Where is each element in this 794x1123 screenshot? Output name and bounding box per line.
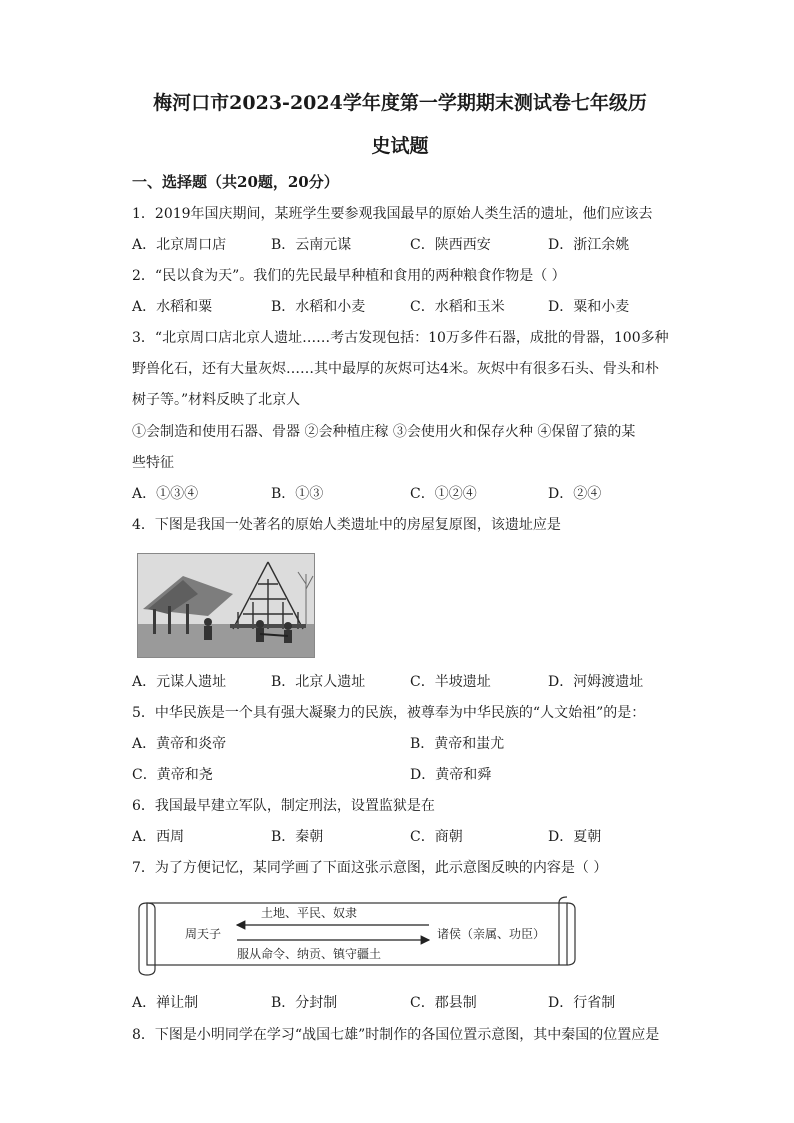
question-7-option-a: A．禅让制 (132, 995, 199, 1011)
house-reconstruction-photo (137, 553, 315, 658)
question-3-option-b: B．①③ (271, 486, 324, 502)
question-6-option-c: C．商朝 (410, 829, 463, 845)
question-4-option-c: C．半坡遗址 (410, 674, 491, 690)
question-6-stem: 6．我国最早建立军队，制定刑法，设置监狱是在 (132, 798, 435, 814)
question-6-option-b: B．秦朝 (271, 829, 324, 845)
question-4-stem: 4．下图是我国一处著名的原始人类遗址中的房屋复原图，该遗址应是 (132, 517, 561, 533)
question-5-stem: 5．中华民族是一个具有强大凝聚力的民族，被尊奉为中华民族的“人文始祖”的是： (132, 705, 646, 721)
question-1-option-a: A．北京周口店 (132, 237, 227, 253)
question-8-stem: 8．下图是小明同学在学习“战国七雄”时制作的各国位置示意图，其中秦国的位置应是 (132, 1027, 660, 1043)
question-1-option-d: D．浙江余姚 (548, 237, 630, 253)
question-3-option-a: A．①③④ (132, 486, 199, 502)
question-7-stem: 7．为了方便记忆，某同学画了下面这张示意图，此示意图反映的内容是（ ） (132, 860, 608, 876)
diagram-top-label: 土地、平民、奴隶 (261, 906, 358, 920)
question-7-option-b: B．分封制 (271, 995, 338, 1011)
exam-title-line1: 梅河口市2023-2024学年度第一学期期末测试卷七年级历 (153, 92, 647, 114)
question-6-option-a: A．西周 (132, 829, 185, 845)
diagram-right-label: 诸侯（亲属、功臣） (437, 927, 546, 941)
question-5-option-c: C．黄帝和尧 (132, 767, 213, 783)
question-7-option-d: D．行省制 (548, 995, 616, 1011)
question-4-option-a: A．元谋人遗址 (132, 674, 227, 690)
question-3-statements-cont: 些特征 (132, 455, 174, 471)
question-1-option-b: B．云南元谋 (271, 237, 352, 253)
diagram-bottom-label: 服从命令、纳贡、镇守疆土 (237, 947, 382, 961)
question-4-option-b: B．北京人遗址 (271, 674, 366, 690)
question-1-option-c: C．陕西西安 (410, 237, 491, 253)
question-5-option-b: B．黄帝和蚩尤 (410, 736, 505, 752)
exam-title-line2: 史试题 (371, 135, 429, 157)
question-3-stem-line3: 树子等。”材料反映了北京人 (132, 392, 301, 408)
question-2-option-d: D．粟和小麦 (548, 299, 630, 315)
section-heading: 一、选择题（共20题，20分） (132, 173, 339, 191)
question-7-option-c: C．郡县制 (410, 995, 477, 1011)
fenfeng-scroll-diagram (137, 895, 577, 977)
question-3-option-c: C．①②④ (410, 486, 477, 502)
question-3-stem-line1: 3．“北京周口店北京人遗址……考古发现包括：10万多件石器，成批的骨器，100多种 (132, 330, 669, 346)
question-2-option-c: C．水稻和玉米 (410, 299, 505, 315)
question-3-statements: ①会制造和使用石器、骨器 ②会种植庄稼 ③会使用火和保存火种 ④保留了猿的某 (132, 424, 636, 440)
question-3-stem-line2: 野兽化石，还有大量灰烬……其中最厚的灰烬可达4米。灰烬中有很多石头、骨头和朴 (132, 361, 659, 377)
question-3-option-d: D．②④ (548, 486, 602, 502)
question-6-option-d: D．夏朝 (548, 829, 602, 845)
diagram-left-label: 周天子 (185, 927, 222, 941)
question-5-option-a: A．黄帝和炎帝 (132, 736, 227, 752)
question-4-option-d: D．河姆渡遗址 (548, 674, 644, 690)
question-5-option-d: D．黄帝和舜 (410, 767, 492, 783)
question-2-option-b: B．水稻和小麦 (271, 299, 366, 315)
question-2-stem: 2．“民以食为天”。我们的先民最早种植和食用的两种粮食作物是（ ） (132, 268, 566, 284)
question-2-option-a: A．水稻和粟 (132, 299, 213, 315)
question-1-stem: 1．2019年国庆期间，某班学生要参观我国最早的原始人类生活的遗址，他们应该去 (132, 206, 653, 222)
